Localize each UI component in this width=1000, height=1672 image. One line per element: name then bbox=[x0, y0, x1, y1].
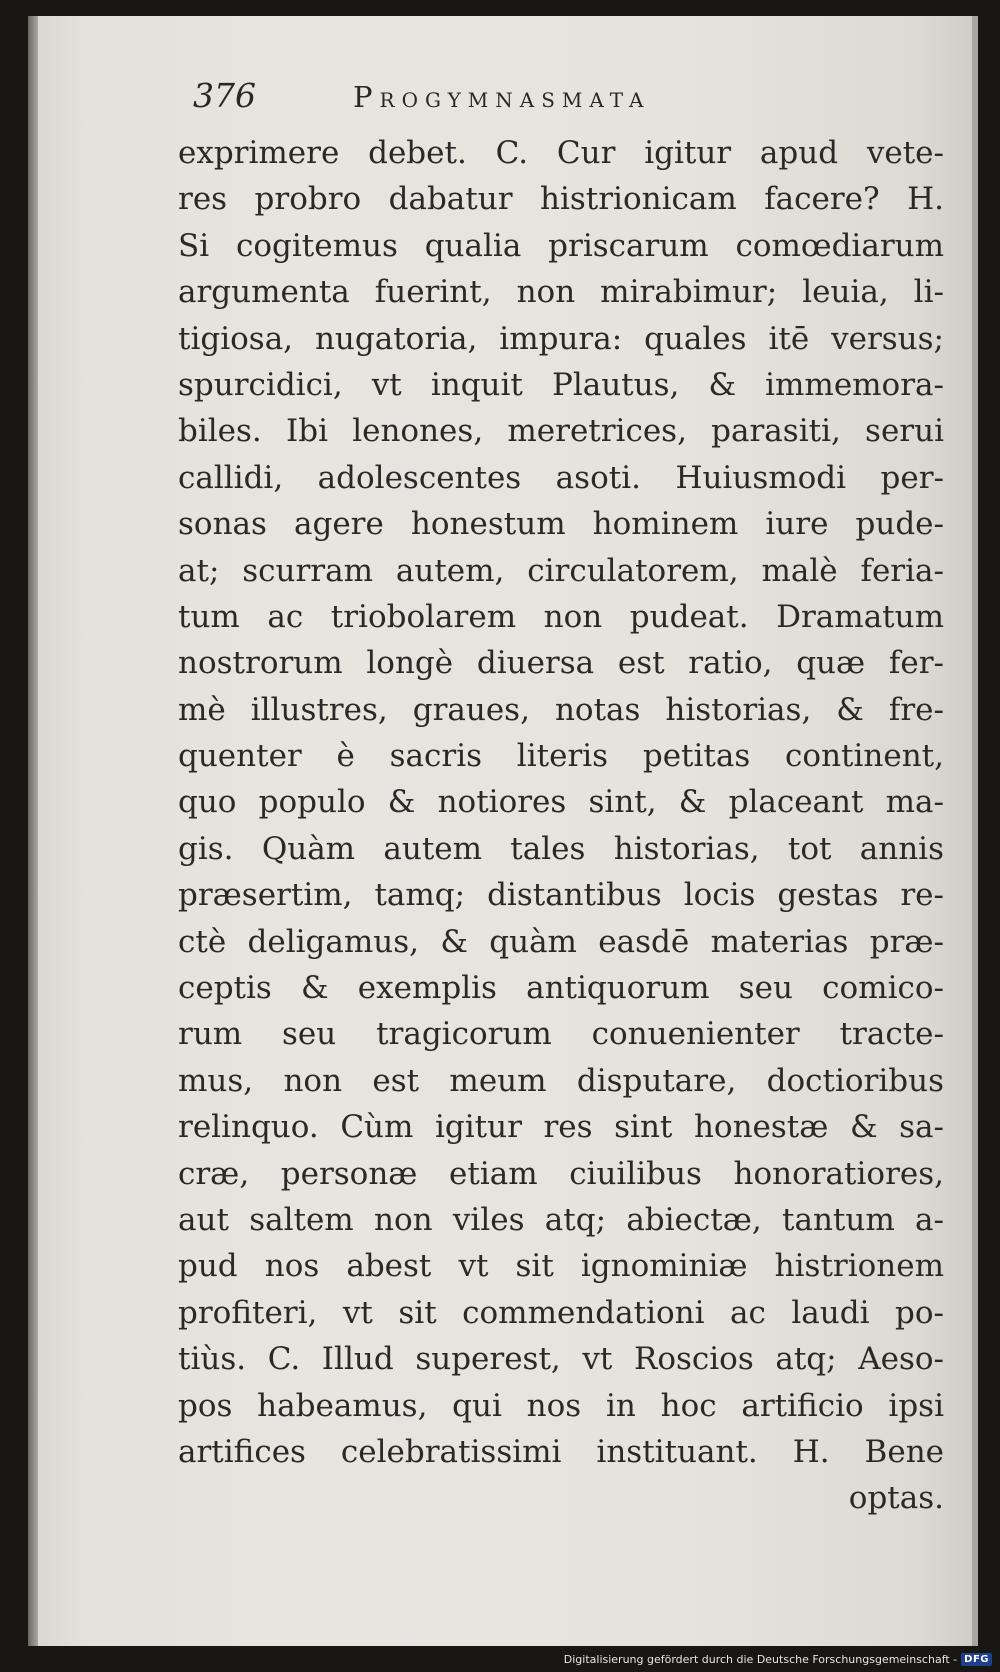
text-line: optas. bbox=[848, 1480, 944, 1517]
text-line: tigiosa, nugatoria, impura: quales itē versus; bbox=[178, 320, 944, 357]
text-line: sonas agere honestum hominem iure pude- bbox=[178, 506, 944, 543]
text-line: mus, non est meum disputare, doctioribus bbox=[178, 1062, 944, 1099]
text-line: artifices celebratissimi instituant. H. Bene bbox=[178, 1433, 944, 1470]
page-number: 376 bbox=[193, 76, 256, 115]
running-head bbox=[193, 76, 813, 126]
text-line: profiteri, vt sit commendationi ac laudi po- bbox=[178, 1294, 944, 1331]
text-line: exprimere debet. C. Cur igitur apud vete- bbox=[178, 135, 944, 171]
text-line: rum seu tragicorum conuenienter tracte- bbox=[178, 1016, 944, 1053]
text-line: argumenta fuerint, non mirabimur; leuia, li- bbox=[178, 274, 944, 311]
text-line: aut saltem non viles atq; abiectæ, tantum a- bbox=[178, 1201, 944, 1238]
text-line: callidi, adolescentes asoti. Huiusmodi per- bbox=[178, 459, 944, 496]
text-line: nostrorum longè diuersa est ratio, quæ fer- bbox=[178, 645, 944, 682]
text-line: spurcidici, vt inquit Plautus, & immemora- bbox=[178, 366, 944, 403]
text-line: ceptis & exemplis antiquorum seu comico- bbox=[178, 970, 944, 1007]
text-line: biles. Ibi lenones, meretrices, parasiti, serui bbox=[178, 413, 944, 450]
text-line: quo populo & notiores sint, & placeant ma- bbox=[178, 784, 944, 821]
text-line: ctè deligamus, & quàm easdē materias præ- bbox=[178, 923, 944, 960]
text-line: mè illustres, graues, notas historias, & fre- bbox=[178, 691, 944, 728]
text-line: præsertim, tamq; distantibus locis gestas re- bbox=[178, 877, 944, 914]
dfg-logo: DFG bbox=[961, 1653, 992, 1666]
text-line: at; scurram autem, circulatorem, malè feria- bbox=[178, 552, 944, 589]
credit-text: Digitalisierung gefördert durch die Deutsche Forschungsgemeinschaft - bbox=[563, 1652, 958, 1666]
text-line: tum ac triobolarem non pudeat. Dramatum bbox=[178, 598, 944, 635]
text-line: Si cogitemus qualia priscarum comœdiarum bbox=[178, 227, 944, 264]
text-line: cræ, personæ etiam ciuilibus honoratiores, bbox=[178, 1155, 944, 1192]
text-line: relinquo. Cùm igitur res sint honestæ & sa- bbox=[178, 1109, 944, 1146]
body-text bbox=[178, 130, 944, 1522]
text-line: pud nos abest vt sit ignominiæ histrionem bbox=[178, 1248, 944, 1285]
digitization-credit bbox=[564, 1650, 992, 1668]
text-line: res probro dabatur histrionicam facere? H. bbox=[178, 181, 944, 218]
text-line: quenter è sacris literis petitas continent, bbox=[178, 738, 944, 775]
text-line: tiùs. C. Illud superest, vt Roscios atq; Aeso- bbox=[178, 1341, 944, 1378]
text-line: pos habeamus, qui nos in hoc artificio ipsi bbox=[178, 1387, 944, 1424]
running-head-title: Progymnasmata bbox=[353, 80, 651, 114]
text-line: gis. Quàm autem tales historias, tot annis bbox=[178, 830, 944, 867]
page-gutter bbox=[28, 16, 38, 1646]
